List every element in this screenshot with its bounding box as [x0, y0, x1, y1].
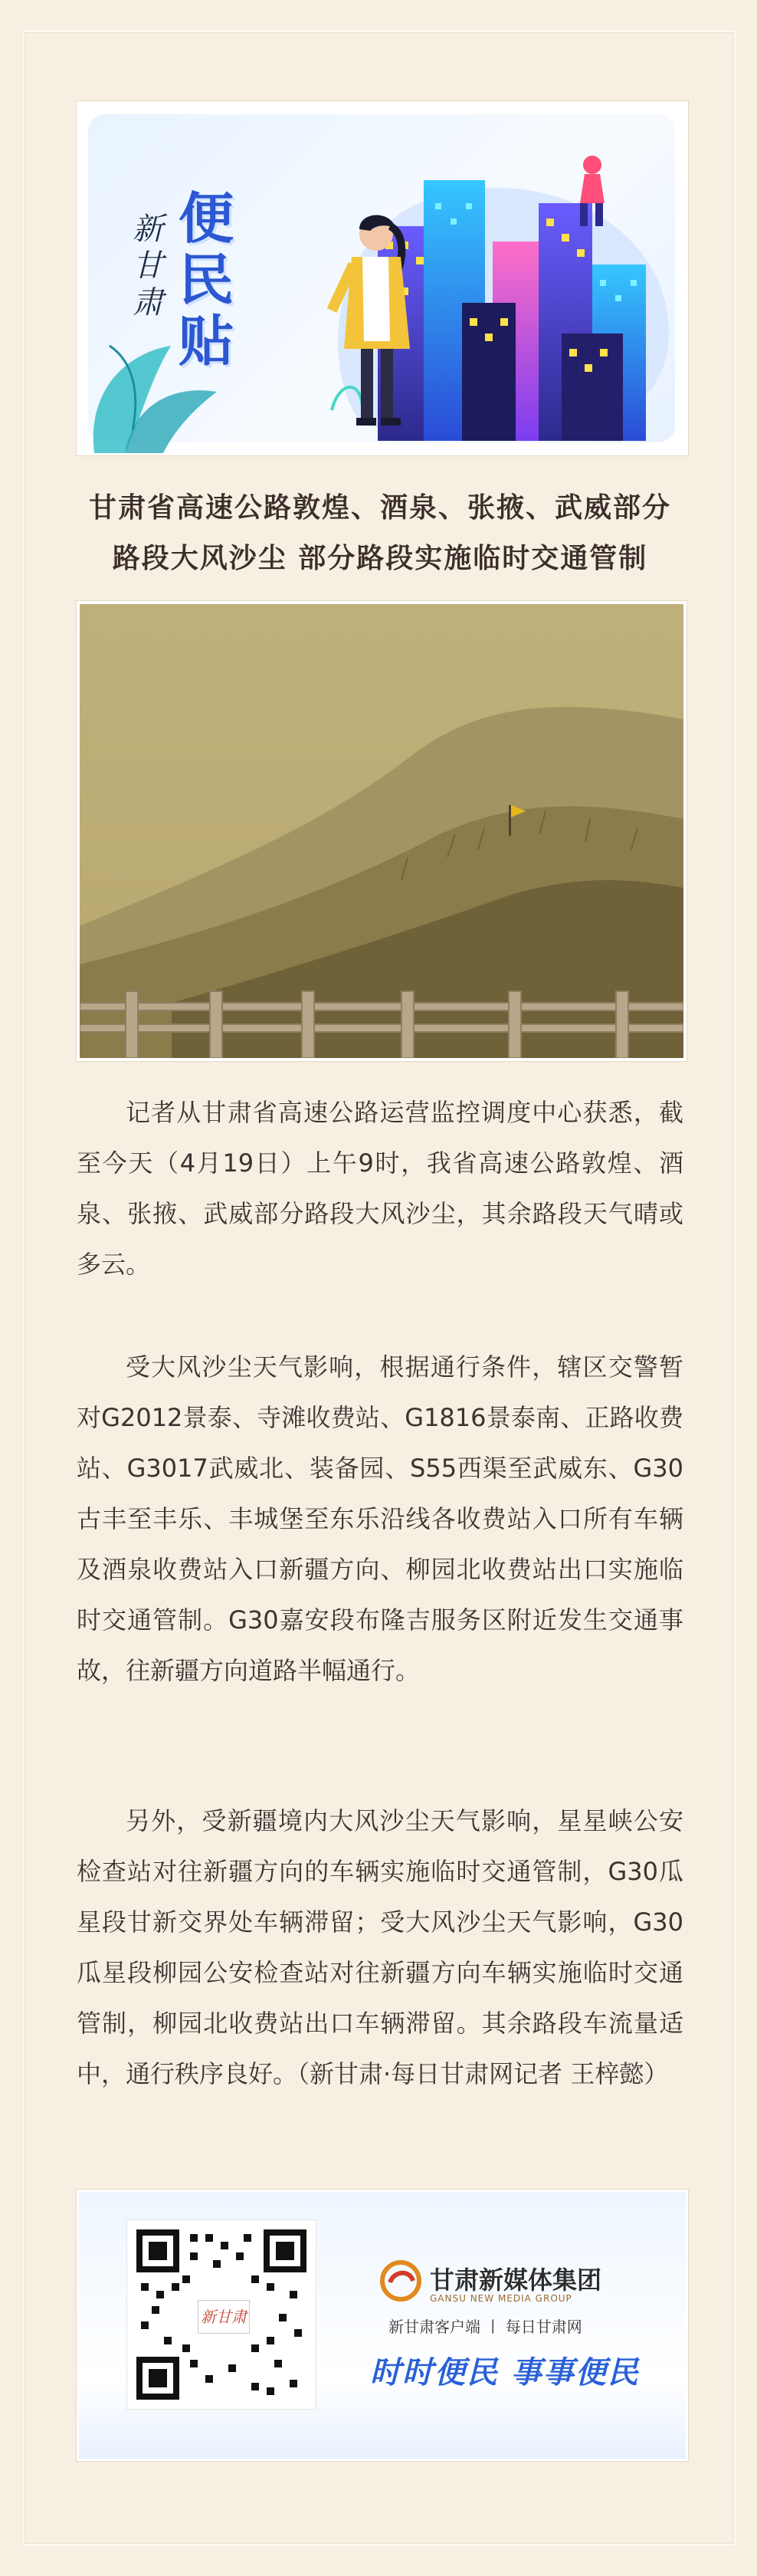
- media-group-brand: [379, 2259, 655, 2305]
- banner-title: [179, 188, 247, 372]
- banner-title-char: 民: [179, 248, 234, 312]
- media-group-name: 甘肃新媒体集团: [430, 2266, 602, 2295]
- footer-slogan: 时时便民 事事便民: [370, 2355, 640, 2390]
- article-paragraph: 受大风沙尘天气影响，根据通行条件，辖区交警暂对G2012景泰、寺滩收费站、G1816景泰南、正路收费站、G3017武威北、装备园、S55西渠至武威东、G30古丰至丰乐、丰城堡至东乐沿线各收费站入口所有车辆及酒泉收费站入口新疆方向、柳园北收费站出口实施临时交通管制。G30嘉安段布隆吉服务区附近发生交通事故，往新疆方向道路半幅通行。: [77, 1352, 683, 1685]
- footer-card: [77, 2190, 688, 2461]
- media-group-subtitle: GANSU NEW MEDIA GROUP: [430, 2293, 572, 2304]
- article-paragraph: 另外，受新疆境内大风沙尘天气影响，星星峡公安检查站对往新疆方向的车辆实施临时交通管制，G30瓜星段甘新交界处车辆滞留；受大风沙尘天气影响，G30瓜星段柳园公安检查站对往新疆方向车辆实施临时交通管制，柳园北收费站出口车辆滞留。其余路段车流量适中，通行秩序良好。（新甘肃·每日甘肃网记者 王梓懿）: [77, 1806, 683, 2088]
- media-group-links: 新甘肃客户端 丨 每日甘肃网: [388, 2318, 582, 2336]
- qr-code[interactable]: [126, 2220, 316, 2410]
- sandstorm-photo: [77, 601, 687, 1061]
- header-banner: [77, 101, 688, 455]
- media-group-logo-icon: [379, 2259, 422, 2302]
- qr-badge-logo: 新甘肃: [198, 2300, 250, 2334]
- article-paragraph: 记者从甘肃省高速公路运营监控调度中心获悉，截至今天（4月19日）上午9时，我省高速公路敦煌、酒泉、张掖、武威部分路段大风沙尘，其余路段天气晴或多云。: [77, 1098, 683, 1279]
- sandstorm-photo-illustration: [80, 604, 683, 1058]
- brand-vertical-text: 新甘肃: [133, 212, 163, 320]
- article-headline: 甘肃省高速公路敦煌、酒泉、张掖、武威部分路段大风沙尘 部分路段实施临时交通管制: [88, 492, 671, 574]
- woman-illustration-icon: [316, 203, 439, 433]
- banner-title-char: 贴: [179, 309, 234, 373]
- banner-title-char: 便: [179, 186, 234, 251]
